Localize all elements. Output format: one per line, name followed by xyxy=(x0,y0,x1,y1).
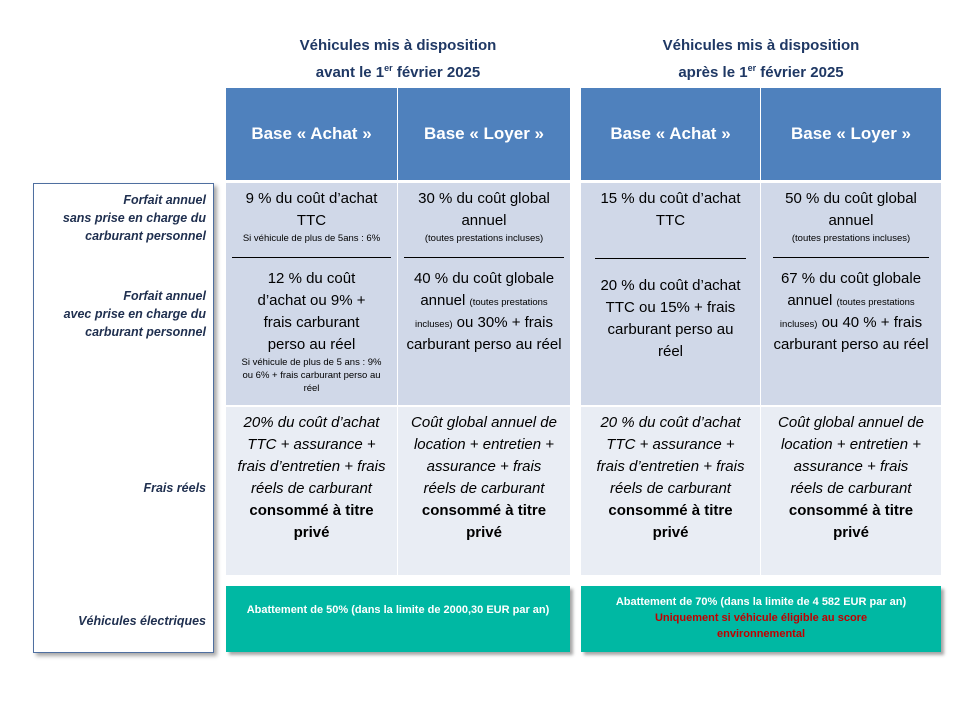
after-achat-frais: 20 % du coût d’achat TTC + assurance + frais d’entretien + frais réels de carburant consommé à titre privé xyxy=(581,407,760,575)
period-after-line2: après le 1er février 2025 xyxy=(678,63,844,81)
label-forfait-avec: Forfait annuel avec prise en charge du carburant personnel xyxy=(63,289,206,339)
before-electrique: Abattement de 50% (dans la limite de 2000,30 EUR par an) xyxy=(226,586,570,652)
after-loyer-frais: Coût global annuel de location + entretien + assurance + frais réels de carburant consommé à titre privé xyxy=(761,407,941,575)
before-loyer-forfait: 30 % du coût global annuel (toutes prestations incluses) 40 % du coût globale annuel (toutes prestations incluses) ou 30% + frais carburant perso au réel xyxy=(398,183,570,405)
period-title-after xyxy=(581,35,941,84)
before-achat-forfait: 9 % du coût d’achat TTC Si véhicule de plus de 5ans : 6% 12 % du coût d’achat ou 9% + frais carburant perso au réel Si véhicule de plus de 5 ans : 9% ou 6% + frais carburant perso au réel xyxy=(226,183,397,405)
before-achat-frais: 20% du coût d’achat TTC + assurance + frais d’entretien + frais réels de carburant consommé à titre privé xyxy=(226,407,397,575)
header-before-loyer: Base « Loyer » xyxy=(398,88,570,180)
header-before-achat: Base « Achat » xyxy=(226,88,397,180)
period-after-line1: Véhicules mis à disposition xyxy=(662,37,860,54)
after-loyer-forfait: 50 % du coût global annuel (toutes prestations incluses) 67 % du coût globale annuel (toutes prestations incluses) ou 40 % + frais carburant perso au réel xyxy=(761,183,941,405)
period-title-before xyxy=(226,35,570,84)
period-before-line2: avant le 1er février 2025 xyxy=(315,63,481,81)
header-after-loyer: Base « Loyer » xyxy=(761,88,941,180)
row-labels-box xyxy=(33,183,214,653)
header-after-achat: Base « Achat » xyxy=(581,88,760,180)
label-frais-reels: Frais réels xyxy=(143,481,206,495)
after-electrique: Abattement de 70% (dans la limite de 4 582 EUR par an) Uniquement si véhicule éligible au score environnemental xyxy=(581,586,941,652)
before-loyer-frais: Coût global annuel de location + entretien + assurance + frais réels de carburant consommé à titre privé xyxy=(398,407,570,575)
period-before-line1: Véhicules mis à disposition xyxy=(299,37,497,54)
after-achat-forfait: 15 % du coût d’achat TTC 20 % du coût d’achat TTC ou 15% + frais carburant perso au réel xyxy=(581,183,760,405)
label-vehicules-electriques: Véhicules électriques xyxy=(78,614,206,628)
label-forfait-sans: Forfait annuel sans prise en charge du carburant personnel xyxy=(62,193,206,243)
